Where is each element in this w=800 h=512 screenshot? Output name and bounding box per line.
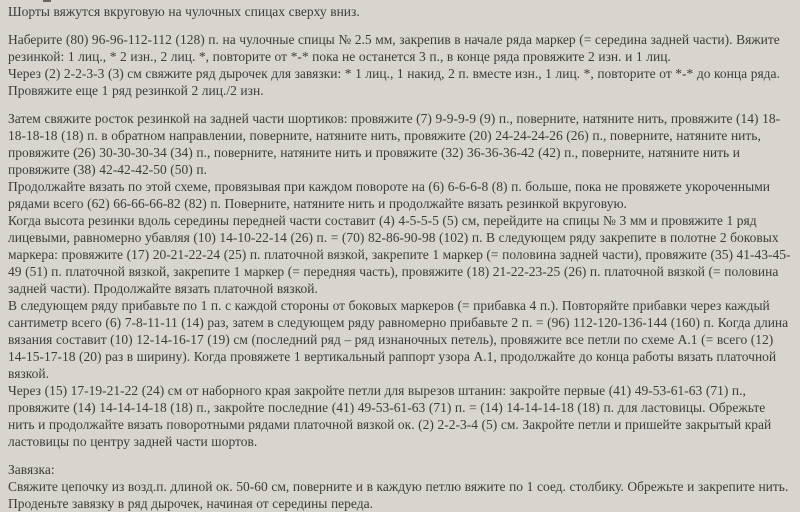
text-paragraph: Через (15) 17-19-21-22 (24) см от наборного края закройте петли для вырезов штанин: закройте первые (41) 49-53-61-63 (71) п., провяжите (14) 14-14-14-18 (18) п., закройте последние (41) 49-53-61-63 (71) п. = (14) 14-14-14-18 (18) п. для ластовицы. Обрежьте нить и продолжайте вязать поворотными рядами платочной вязкой ок. (2) 2-2-3-4 (5) см. Закройте петли и пришейте закрытый край ластовицы по центру задней части шортов. <box>8 383 772 449</box>
text-paragraph: Когда высота резинки вдоль середины передней части составит (4) 4-5-5-5 (5) см, перейдите на спицы № 3 мм и провяжите 1 ряд лицевыми, равномерно убавляя (10) 14-10-22-14 (26) п. = (70) 82-86-90-98 (102) п. В следующем ряду закрепите в полотне 2 боковых маркера: провяжите (17) 20-21-22-24 (25) п. платочной вязкой, закрепите 1 маркер (= половина задней части), провяжите (35) 41-43-45-49 (51) п. платочной вязкой, закрепите 1 маркер (= передняя часть), провяжите (18) 21-22-23-25 (26) п. платочной вязкой (= половина задней части). Продолжайте вязать платочной вязкой. <box>8 213 791 296</box>
text-paragraph: Через (2) 2-2-3-3 (3) см свяжите ряд дырочек для завязки: * 1 лиц., 1 накид, 2 п. вместе изн., 1 лиц. *, повторите от *-* до конца ряда. Провяжите еще 1 ряд резинкой 2 лиц./2 изн. <box>8 66 780 98</box>
text-paragraph: Свяжите цепочку из возд.п. длиной ок. 50-60 см, поверните и в каждую петлю вяжите по 1 соед. столбику. Обрежьте и закрепите нить. <box>8 479 789 494</box>
section-heading: Завязка: <box>8 462 55 477</box>
text-paragraph: Затем свяжите росток резинкой на задней части шортиков: провяжите (7) 9-9-9-9 (9) п., поверните, натяните нить, провяжите (14) 18-18-18-18 (18) п. в обратном направлении, поверните, натяните нить, провяжите (20) 24-24-24-26 (26) п., поверните, натяните нить, провяжите (26) 30-30-30-34 (34) п., поверните, натяните нить и провяжите (32) 36-36-36-42 (42) п., поверните, натяните нить и провяжите (38) 42-42-42-50 (50) п. <box>8 111 781 177</box>
text-paragraph: Проденьте завязку в ряд дырочек, начиная от середины переда. <box>8 496 373 511</box>
text-paragraph: В следующем ряду прибавьте по 1 п. с каждой стороны от боковых маркеров (= прибавка 4 п.). Повторяйте прибавки через каждый сантиметр всего (6) 7-8-11-11 (14) раз, затем в следующем ряду равномерно прибавьте 2 п. = (96) 112-120-136-144 (160) п. Когда длина вязания составит (10) 12-14-16-17 (19) см (последний ряд – ряд изнаночных петель), провяжите все петли по схеме А.1 (= всего (12) 14-15-17-18 (20) раз в ширину). Когда провяжете 1 вертикальный раппорт узора А.1, продолжайте до конца работы вязать платочной вязкой. <box>8 298 789 381</box>
text-paragraph: Шорты вяжутся вкруговую на чулочных спицах сверху вниз. <box>8 4 360 19</box>
cast-on-section <box>8 31 792 99</box>
body-section <box>8 110 792 450</box>
tie-section <box>8 461 792 512</box>
intro-section <box>8 3 792 20</box>
text-paragraph: Продолжайте вязать по этой схеме, провязывая при каждом повороте на (6) 6-6-6-8 (8) п. больше, пока не провяжете укороченными рядами всего (62) 66-66-66-82 (82) п. Поверните, натяните нить и продолжайте вязать резинкой вкруговую. <box>8 179 770 211</box>
clipped-previous-line-fragment <box>43 0 51 2</box>
text-paragraph: Наберите (80) 96-96-112-112 (128) п. на чулочные спицы № 2.5 мм, закрепив в начале ряда маркер (= середина задней части). Вяжите резинкой: 1 лиц., * 2 изн., 2 лиц. *, повторите от *-* пока не останется 3 п., в конце ряда провяжите 2 изн. и 1 лиц. <box>8 32 780 64</box>
